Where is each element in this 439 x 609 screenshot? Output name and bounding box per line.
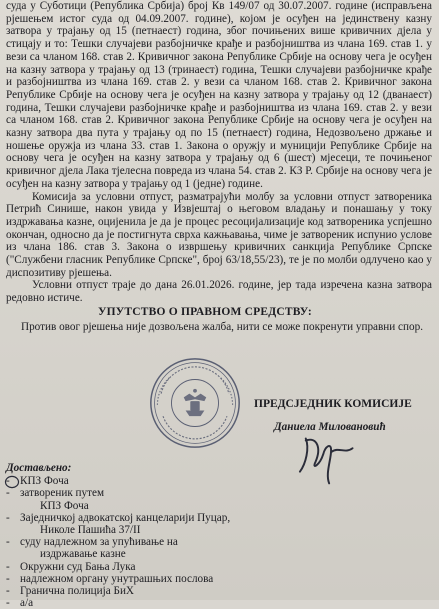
- commission-president-title: ПРЕДСЈЕДНИК КОМИСИЈЕ: [254, 398, 412, 410]
- official-seal-icon: [148, 356, 242, 450]
- list-item: - затвореник путем КПЗ Фоча: [6, 487, 105, 512]
- legal-remedy-heading: УПУТСТВО О ПРАВНОМ СРЕДСТВУ:: [98, 306, 312, 318]
- list-item: - КПЗ Фоча: [6, 475, 69, 488]
- commission-paragraph: Комисија за условни отпуст, разматрајући молбу за условни отпуст затвореника Петрић Синише, након увида у Извјештај о његовом владању и понашању у току издржавања казне, оцијенила је да је процес ресоцијализације код затвореника успјешно окончан, односно да је постигнута сврха кажњавања, чиме је затвореник испунио услове из члана 186. став 3. Закона о извршењу кривичних санкција Републике Српске ("Службени гласник Републике Српске", број 63/18,55/23), те је по молби одлучено као у диспозитиву рјешења.: [6, 190, 432, 279]
- list-item: - Заједничкој адвокатској канцеларији Пуцар, Николе Пашића 37/II: [6, 511, 231, 537]
- legal-remedy-text: Против овог рјешења није дозвољена жалба, нити се може покренути управни спор.: [21, 321, 423, 333]
- list-item: - суду надлежном за упућивање на издржавање казне: [6, 536, 178, 561]
- decision-body: [6, 0, 432, 305]
- list-item: - а/а: [6, 597, 34, 609]
- list-item: - Окружни суд Бања Лука: [6, 560, 136, 573]
- signer-name: Даниела Миловановић: [274, 421, 386, 433]
- parole-duration-paragraph: Условни отпуст траје до дана 26.01.2026. године, јер тада изречена казна затвора редовно истиче.: [6, 279, 432, 305]
- handwritten-signature-icon: [296, 428, 374, 488]
- delivered-label: Достављено:: [6, 462, 72, 474]
- list-item: - надлежном органу унутрашњих послова: [6, 572, 214, 585]
- delivered-list: [6, 462, 306, 609]
- list-item: - Гранична полиција БиХ: [6, 585, 135, 598]
- conviction-paragraph: суда у Суботици (Република Србија) број Кв 149/07 од 30.07.2007. године (исправљена рјешењем истог суда од 04.09.2007. године), којом је осуђен на јединствену казну затвора у трајању од 15 (петнаест) година, због почињених више кривичних дјела у стицају и то: Тешки случајеви разбојничке крађе и разбојништва из члана 169. став 1. у вези са чланом 168. став 2. Кривичног закона Републике Србије на основу чега је осуђен на казну затвора у трајању од 13 (тринаест) година, Тешки случајеви разбојничке крађе и разбојништва из члана 169. став 2. у вези са чланом 168. став 2. Кривичног закона Републике Србије на основу чега је осуђен на казну затвора у трајању од 12 (дванаест) година, Тешки случајеви разбојничке крађе и разбојништва из члана 169. став 2. у вези са чланом 168. став 2. Кривичног закона Републике Србије на основу чега је осуђен на казну затвора два пута у трајању од по 15 (петнаест) година, Недозвољено држање и ношење оружја из члана 33. став 1. Закона о оружју и муницији Републике Србије на основу чега је осуђен на казну затвора у трајању од 6 (шест) мјесеци, те почињеног кривичног дјела Лака тјелесна повреда из члана 54. став 2. КЗ Р. Србије на основу чега је осуђен на казну затвора у трајању од 1 (једне) године.: [6, 0, 432, 190]
